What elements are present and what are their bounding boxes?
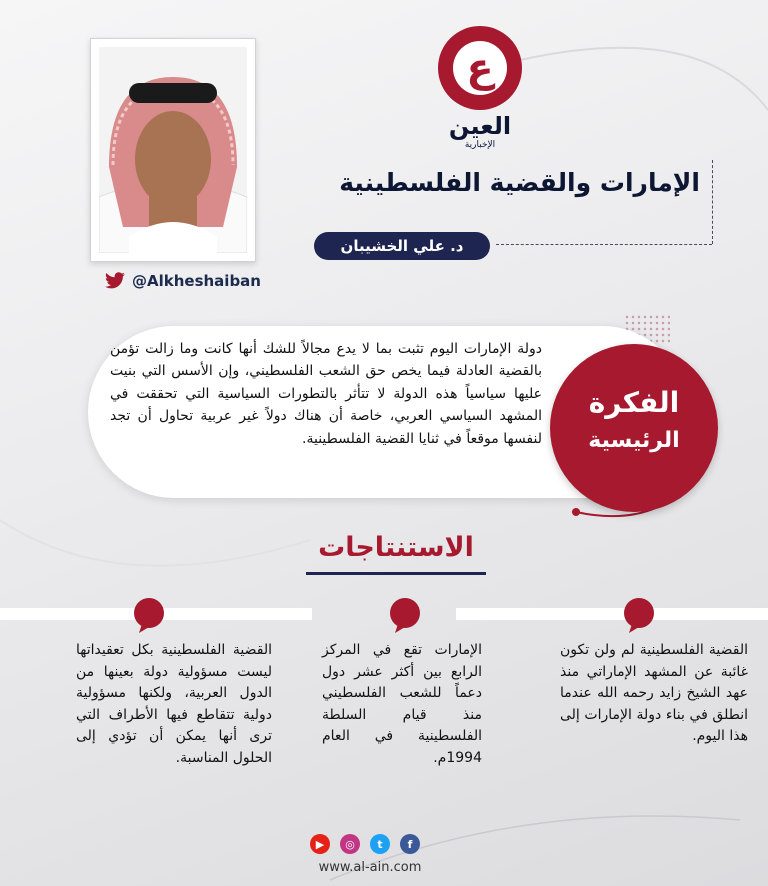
- conclusions-title: الاستنتاجات: [318, 532, 474, 563]
- main-idea-text: دولة الإمارات اليوم تثبت بما لا يدع مجالاً للشك أنها كانت وما زالت تؤمن بالقضية العادلة فيما يخص حق الشعب الفلسطيني، وإن الأسس التي بنيت عليها سياسياً هذه الدولة لا تتأثر بالتطورات السياسية التي تحققت في المشهد السياسي العربي، خاصة أن هناك دولاً غير عربية تحاول أن تجد لنفسها موقعاً في ثنايا القضية الفلسطينية.: [110, 341, 542, 447]
- title-divider-horizontal: [496, 244, 712, 245]
- conclusions-underline: [306, 572, 486, 575]
- author-photo-frame: [90, 38, 256, 262]
- facebook-icon[interactable]: f: [400, 834, 420, 854]
- main-idea-label-line2: الرئيسية: [588, 428, 680, 453]
- twitter-handle: @Alkheshaiban: [132, 272, 261, 290]
- conclusion-item-2: الإمارات تقع في المركز الرابع بين أكثر عشر دول دعماً للشعب الفلسطيني منذ قيام السلطة الفلسطينية في العام 1994م.: [322, 642, 482, 766]
- speech-bubble-icon: [620, 596, 658, 634]
- conclusion-item-3: القضية الفلسطينية بكل تعقيداتها ليست مسؤولية دولة بعينها من الدول العربية، ولكنها مسؤولية دولية تتقاطع فيها الأطراف التي ترى أنها يمكن أن تؤدي إلى الحلول المناسبة.: [76, 642, 272, 766]
- speech-bubble-icon: [386, 596, 424, 634]
- article-title: الإمارات والقضية الفلسطينية: [339, 168, 700, 197]
- divider-band-right: [456, 608, 768, 620]
- website-link[interactable]: www.al-ain.com: [318, 860, 422, 875]
- title-divider-vertical: [712, 160, 714, 244]
- instagram-icon[interactable]: ◎: [340, 834, 360, 854]
- author-name: د. علي الخشيبان: [314, 232, 490, 260]
- twitter-icon[interactable]: t: [370, 834, 390, 854]
- main-idea-label-line1: الفكرة: [588, 386, 680, 419]
- author-photo: [99, 47, 247, 253]
- author-twitter[interactable]: [104, 272, 261, 290]
- youtube-icon[interactable]: ▶: [310, 834, 330, 854]
- brand-name: العين: [448, 112, 512, 140]
- conclusion-item-1: القضية الفلسطينية لم ولن تكون غائبة عن المشهد الإماراتي منذ عهد الشيخ زايد رحمه الله عندما انطلق في بناء دولة الإمارات إلى هذا اليوم.: [560, 642, 748, 745]
- twitter-bird-icon: [104, 272, 126, 290]
- social-links: [310, 834, 420, 854]
- brand-subtitle: الإخبارية: [464, 140, 496, 150]
- main-idea-badge: [550, 344, 718, 512]
- speech-bubble-icon: [130, 596, 168, 634]
- brand-logo: [438, 26, 522, 110]
- brand-logo-glyph: ع: [453, 41, 507, 95]
